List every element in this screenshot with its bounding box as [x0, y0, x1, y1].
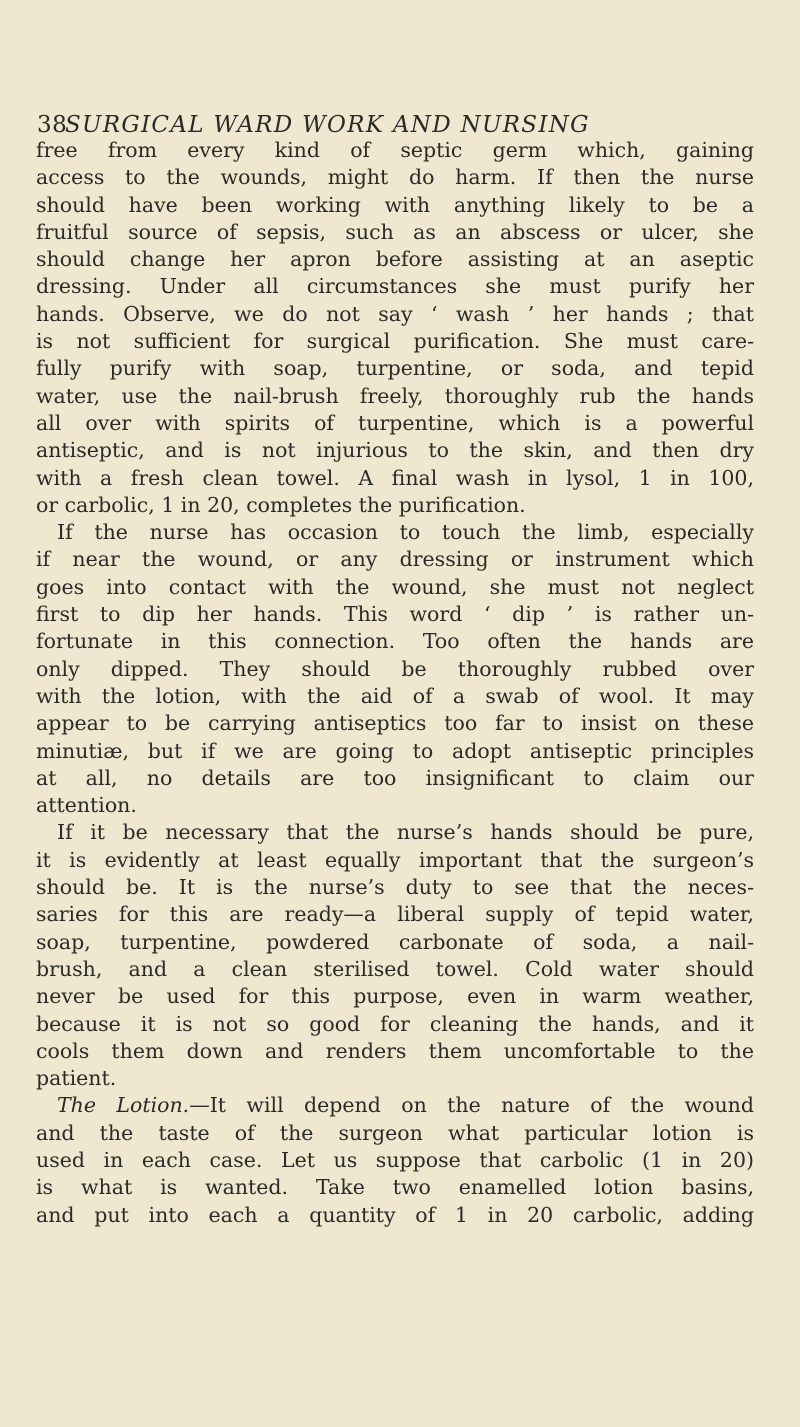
text-line: If the nurse has occasion to touch the limb, especially [57, 520, 754, 545]
text-line: free from every kind of septic germ which, gaining [36, 138, 754, 162]
text-line: and the taste of the surgeon what particular lotion is [36, 1120, 754, 1145]
text-line: fruitful source of sepsis, such as an abscess or ulcer, she [36, 219, 754, 244]
text-line: should have been working with anything likely to be a [36, 192, 754, 217]
text-line: access to the wounds, might do harm. If then the nurse [36, 165, 754, 190]
text-line: saries for this are ready—a liberal supply of tepid water, [36, 902, 754, 927]
text-line: patient. [36, 1066, 117, 1091]
text-line: appear to be carrying antiseptics too far to insist on these [36, 711, 754, 736]
text-line: never be used for this purpose, even in warm weather, [36, 984, 754, 1009]
text-line: fully purify with soap, turpentine, or soda, and tepid [36, 356, 754, 381]
text-line: attention. [36, 793, 137, 818]
text-line: minutiæ, but if we are going to adopt antiseptic principles [36, 738, 754, 763]
text-line: is what is wanted. Take two enamelled lotion basins, [36, 1175, 754, 1200]
text-line: should be. It is the nurse’s duty to see that the neces- [36, 875, 754, 900]
body-text [36, 137, 754, 1229]
lotion-first-line-text: —It will depend on the nature of the wound [189, 1093, 754, 1118]
text-line: at all, no details are too insignificant to claim our [36, 765, 754, 790]
text-line: used in each case. Let us suppose that carbolic (1 in 20) [36, 1147, 754, 1172]
page-number: 38 [37, 112, 68, 138]
text-line: only dipped. They should be thoroughly rubbed over [36, 656, 754, 681]
text-line: all over with spirits of turpentine, which is a powerful [36, 410, 754, 435]
text-line: and put into each a quantity of 1 in 20 carbolic, adding [36, 1202, 754, 1227]
text-line: cools them down and renders them uncomfortable to the [36, 1038, 754, 1063]
text-line: water, use the nail-brush freely, thoroughly rub the hands [36, 383, 754, 408]
text-line: with the lotion, with the aid of a swab of wool. It may [36, 683, 754, 708]
text-line: with a fresh clean towel. A final wash in lysol, 1 in 100, [36, 465, 754, 490]
text-line: soap, turpentine, powdered carbonate of soda, a nail- [36, 929, 754, 954]
text-line-lotion-start [36, 1092, 754, 1119]
text-line: If it be necessary that the nurse’s hands should be pure, [57, 820, 754, 845]
section-heading-the-lotion: The Lotion. [57, 1093, 190, 1118]
text-line: is not sufficient for surgical purification. She must care- [36, 329, 754, 354]
text-line: first to dip her hands. This word ‘ dip ’ is rather un- [36, 602, 754, 627]
text-line: brush, and a clean sterilised towel. Cold water should [36, 956, 754, 981]
text-line: because it is not so good for cleaning the hands, and it [36, 1011, 754, 1036]
text-line: goes into contact with the wound, she must not neglect [36, 574, 754, 599]
running-head: SURGICAL WARD WORK AND NURSING [65, 112, 590, 138]
text-line: should change her apron before assisting at an aseptic [36, 247, 754, 272]
text-line: or carbolic, 1 in 20, completes the purification. [36, 492, 526, 517]
text-line: dressing. Under all circumstances she must purify her [36, 274, 754, 299]
text-line: it is evidently at least equally important that the surgeon’s [36, 847, 754, 872]
text-line: antiseptic, and is not injurious to the skin, and then dry [36, 438, 754, 463]
text-line: fortunate in this connection. Too often the hands are [36, 629, 754, 654]
text-line: hands. Observe, we do not say ‘ wash ’ her hands ; that [36, 301, 754, 326]
text-line: if near the wound, or any dressing or instrument which [36, 547, 754, 572]
